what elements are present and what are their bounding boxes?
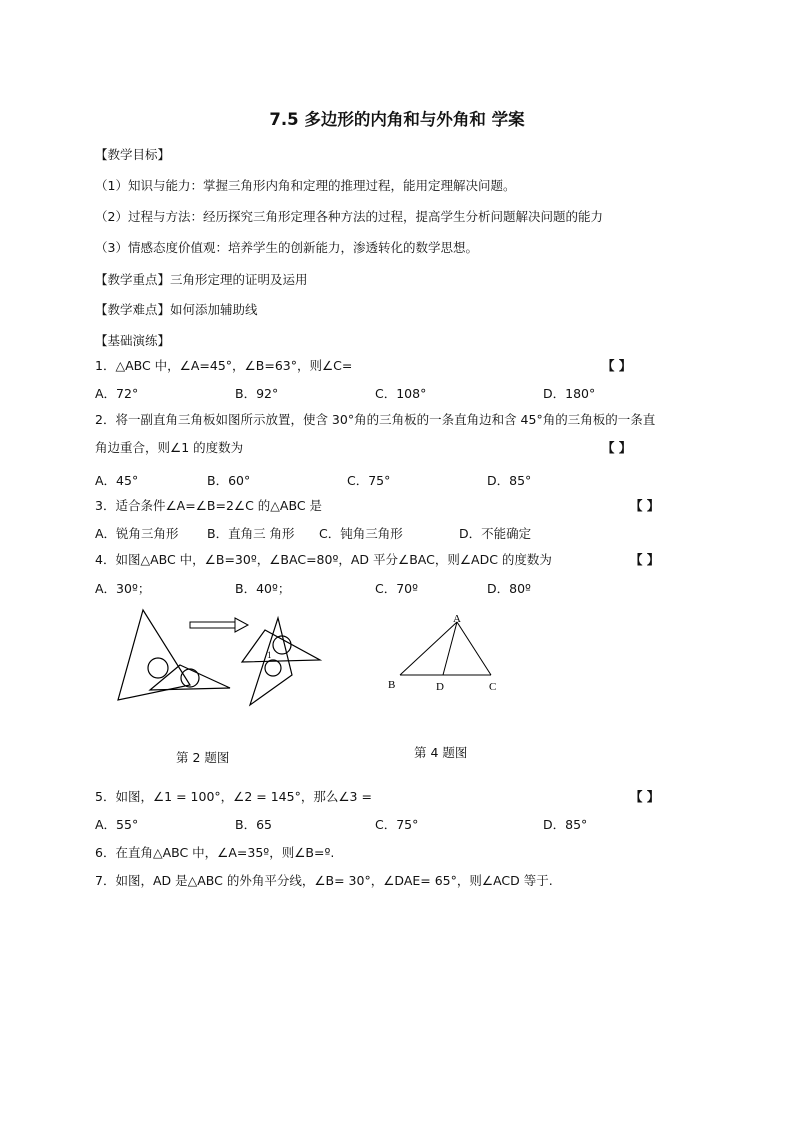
- q2-triangle-rulers-figure: [110, 600, 340, 725]
- label-a: A: [453, 613, 461, 625]
- q2-answer-bracket: 【 】: [602, 440, 632, 455]
- practice-header: 【基础演练】: [95, 333, 171, 348]
- q2-text-line2: 角边重合，则∠1 的度数为: [95, 440, 244, 455]
- focus-header: 【教学重点】: [95, 272, 171, 287]
- label-c: C: [489, 681, 497, 693]
- q2-option-a: A．45°: [95, 473, 139, 488]
- q6-text: 6．在直角△ABC 中，∠A=35º，则∠B=º.: [95, 845, 335, 860]
- q5-option-d: D．85°: [543, 817, 588, 832]
- difficulty-line: [95, 300, 258, 318]
- goal-1: （1）知识与能力：掌握三角形内角和定理的推理过程，能用定理解决问题。: [95, 178, 516, 193]
- side-ab: [400, 622, 457, 675]
- q3-option-d: D．不能确定: [459, 526, 532, 541]
- q3-option-c: C．钝角三角形: [319, 526, 403, 541]
- q5-option-c: C．75°: [375, 817, 419, 832]
- q1-option-a: A．72°: [95, 386, 139, 401]
- q1-text: 1．△ABC 中，∠A=45°，∠B=63°，则∠C=: [95, 358, 353, 373]
- q5-option-a: A．55°: [95, 817, 139, 832]
- label-d: D: [436, 681, 444, 693]
- q2-option-c: C．75°: [347, 473, 391, 488]
- ruler-45-right: [242, 630, 320, 662]
- fig4-caption: 第 4 题图: [414, 745, 468, 760]
- q5-text: 5．如图，∠1 = 100°，∠2 = 145°，那么∠3 =: [95, 789, 372, 804]
- q4-option-c: C．70º: [375, 581, 419, 596]
- difficulty-header: 【教学难点】: [95, 302, 171, 317]
- ruler-hole-left: [148, 658, 168, 678]
- q4-answer-bracket: 【 】: [630, 552, 660, 567]
- side-ac: [457, 622, 491, 675]
- q2-option-d: D．85°: [487, 473, 532, 488]
- page-title: 7.5 多边形的内角和与外角和 学案: [269, 110, 525, 129]
- q2-option-b: B．60°: [207, 473, 251, 488]
- q4-option-b: B．40º；: [235, 581, 291, 596]
- ruler-hole-right-2: [265, 660, 281, 676]
- arrow-head: [235, 618, 248, 632]
- q5-option-b: B．65: [235, 817, 272, 832]
- q3-option-a: A．锐角三角形: [95, 526, 179, 541]
- goal-2: （2）过程与方法：经历探究三角形定理各种方法的过程，提高学生分析问题解决问题的能力: [95, 209, 603, 224]
- focus-text: 三角形定理的证明及运用: [170, 272, 308, 287]
- q1-option-b: B．92°: [235, 386, 279, 401]
- q1-option-d: D．180°: [543, 386, 596, 401]
- q4-triangle-figure: [385, 612, 505, 697]
- difficulty-text: 如何添加辅助线: [170, 302, 258, 317]
- label-b: B: [388, 679, 396, 691]
- q4-option-a: A．30º；: [95, 581, 151, 596]
- q1-answer-bracket: 【 】: [602, 358, 632, 373]
- q5-answer-bracket: 【 】: [630, 789, 660, 804]
- goal-3: （3）情感态度价值观：培养学生的创新能力，渗透转化的数学思想。: [95, 240, 478, 255]
- q3-option-b: B．直角三 角形: [207, 526, 295, 541]
- q4-option-d: D．80º: [487, 581, 531, 596]
- q7-text: 7．如图，AD 是△ABC 的外角平分线，∠B= 30°，∠DAE= 65°，则∠ACD 等于.: [95, 873, 553, 888]
- q2-text-line1: 2．将一副直角三角板如图所示放置，使含 30°角的三角板的一条直角边和含 45°角的三角板的一条直: [95, 412, 656, 427]
- segment-ad: [443, 622, 457, 675]
- angle-1-label: 1: [267, 650, 272, 660]
- arrow-shaft: [190, 622, 235, 628]
- q3-text: 3．适合条件∠A=∠B=2∠C 的△ABC 是: [95, 498, 323, 513]
- q4-text: 4．如图△ABC 中，∠B=30º，∠BAC=80º，AD 平分∠BAC，则∠ADC 的度数为: [95, 552, 552, 567]
- goals-header: 【教学目标】: [95, 147, 171, 162]
- q1-option-c: C．108°: [375, 386, 427, 401]
- fig2-caption: 第 2 题图: [176, 750, 230, 765]
- q3-answer-bracket: 【 】: [630, 498, 660, 513]
- focus-line: [95, 270, 308, 288]
